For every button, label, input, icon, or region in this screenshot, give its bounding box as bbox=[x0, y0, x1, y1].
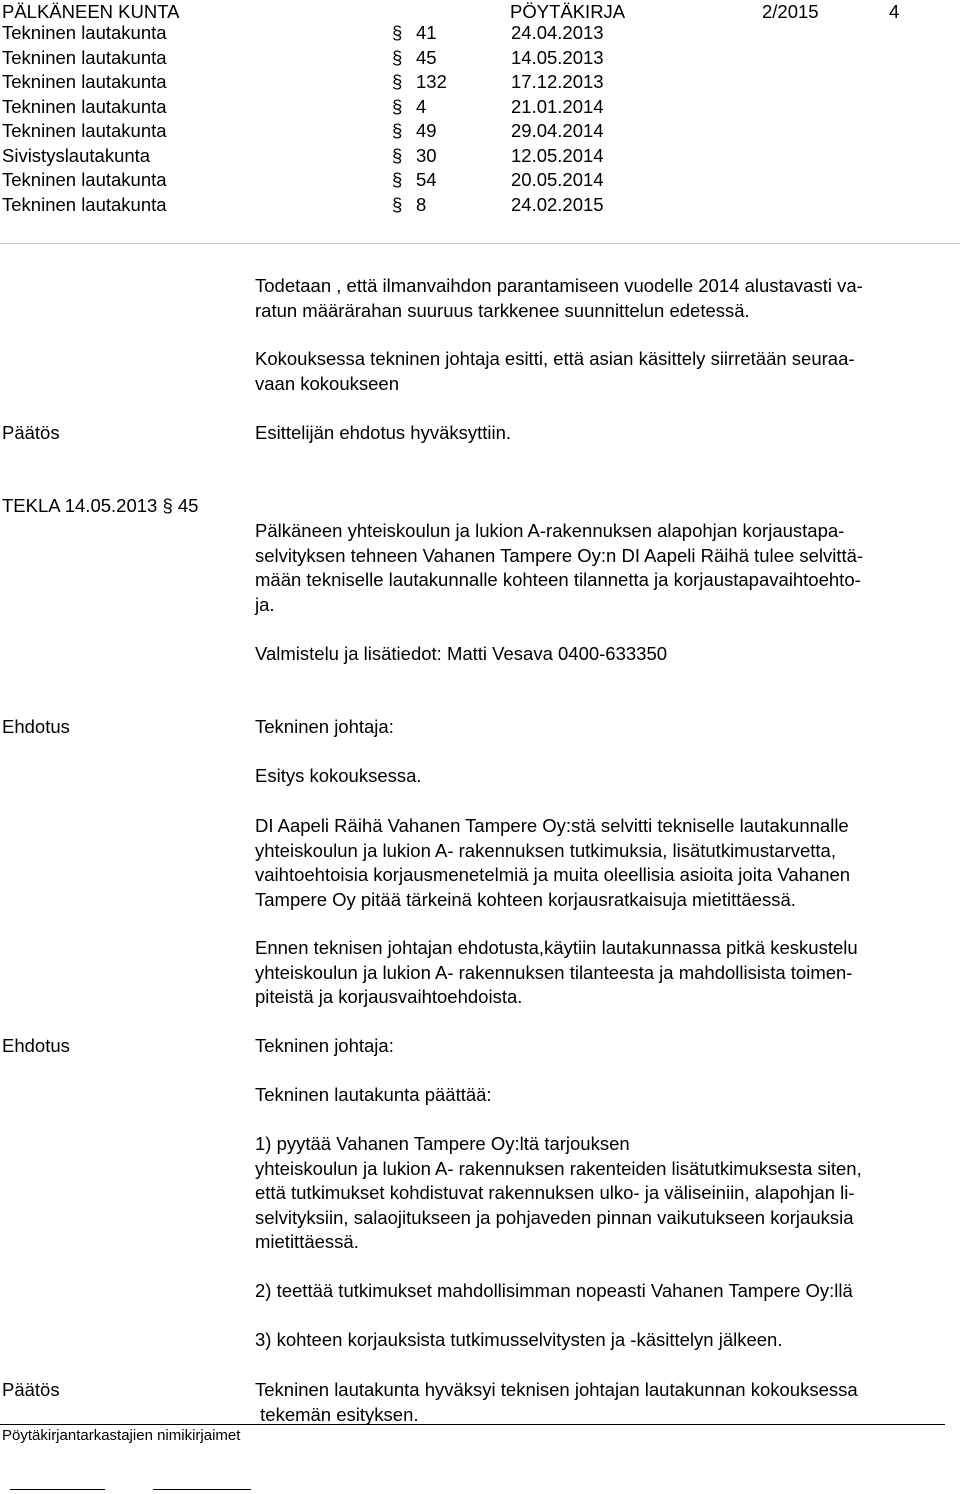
text-line: selvityksiin, salaojitukseen ja pohjaveden pinnan vaikutukseen korjauksia bbox=[255, 1206, 854, 1228]
history-row bbox=[2, 144, 702, 169]
history-org: Tekninen lautakunta bbox=[2, 120, 167, 141]
history-org: Tekninen lautakunta bbox=[2, 193, 167, 215]
footer-divider bbox=[0, 1424, 945, 1425]
text-line: Valmistelu ja lisätiedot: Matti Vesava 0400-633350 bbox=[255, 643, 668, 664]
decision-text bbox=[255, 421, 955, 446]
section-sign: § bbox=[392, 169, 403, 190]
text-line: Ennen teknisen johtajan ehdotusta,käytiin lautakunnassa pitkä keskustelu bbox=[255, 937, 858, 958]
text-line: mietittäessä. bbox=[255, 1231, 359, 1252]
signature-line bbox=[153, 1489, 251, 1490]
paragraph-valmistelu bbox=[255, 642, 955, 667]
text-line: vaan kokoukseen bbox=[255, 372, 399, 394]
meeting-reference: TEKLA 14.05.2013 § 45 bbox=[2, 495, 199, 516]
text-line: että tutkimukset kohdistuvat rakennuksen ulko- ja väliseiniin, alapohjan li- bbox=[255, 1182, 855, 1203]
text-line: mään tekniselle lautakunnalle kohteen tilannetta ja korjaustapavaihtoehto- bbox=[255, 569, 861, 590]
proposal-heading bbox=[255, 1034, 955, 1059]
paragraph-palkaneen bbox=[255, 519, 955, 617]
history-org: Tekninen lautakunta bbox=[2, 95, 167, 117]
paragraph-todetaan bbox=[255, 274, 955, 323]
history-row bbox=[2, 70, 702, 95]
history-row bbox=[2, 46, 702, 71]
section-sign: § bbox=[392, 144, 403, 166]
text-line: yhteiskoulun ja lukion A- rakennuksen tutkimuksia, lisätutkimustarvetta, bbox=[255, 839, 836, 861]
document-type: PÖYTÄKIRJA bbox=[510, 1, 626, 22]
history-org: Tekninen lautakunta bbox=[2, 71, 167, 92]
text-line: yhteiskoulun ja lukion A- rakennuksen tilanteesta ja mahdollisista toimen- bbox=[255, 961, 853, 983]
history-row bbox=[2, 21, 702, 46]
label-paatos: Päätös bbox=[2, 422, 60, 443]
history-org: Sivistyslautakunta bbox=[2, 144, 151, 166]
label-paatos: Päätös bbox=[2, 1379, 60, 1400]
history-row bbox=[2, 119, 702, 144]
history-date: 29.04.2014 bbox=[511, 120, 604, 141]
decision-text bbox=[255, 1378, 955, 1427]
proposal-text bbox=[255, 764, 955, 789]
section-sign: § bbox=[392, 46, 403, 68]
history-org: Tekninen lautakunta bbox=[2, 22, 167, 43]
signatures-label: Pöytäkirjantarkastajien nimikirjaimet bbox=[2, 1427, 241, 1444]
history-date: 14.05.2013 bbox=[511, 46, 604, 68]
text-line: selvityksen tehneen Vahanen Tampere Oy:n DI Aapeli Räihä tulee selvittä- bbox=[255, 544, 864, 566]
text-line: vaihtoehtoisia korjausmenetelmiä ja muita oleellisia asioita joita Vahanen bbox=[255, 864, 851, 885]
text-line: Pälkäneen yhteiskoulun ja lukion A-rakennuksen alapohjan korjaustapa- bbox=[255, 520, 845, 541]
history-section-number: 30 bbox=[416, 144, 437, 166]
text-line: yhteiskoulun ja lukion A- rakennuksen rakenteiden lisätutkimuksesta siten, bbox=[255, 1157, 862, 1179]
text-line: 1) pyytää Vahanen Tampere Oy:ltä tarjouksen bbox=[255, 1133, 630, 1154]
paragraph-ennen bbox=[255, 936, 955, 1010]
label-ehdotus: Ehdotus bbox=[2, 716, 70, 737]
text-line: Tampere Oy pitää tärkeinä kohteen korjausratkaisuja mietittäessä. bbox=[255, 888, 796, 910]
history-section-number: 49 bbox=[416, 120, 437, 141]
text-line: Tekninen johtaja: bbox=[255, 1035, 394, 1056]
section-sign: § bbox=[392, 95, 403, 117]
history-date: 12.05.2014 bbox=[511, 144, 604, 166]
text-line: Tekninen johtaja: bbox=[255, 716, 394, 737]
history-date: 24.02.2015 bbox=[511, 193, 604, 215]
history-date: 21.01.2014 bbox=[511, 95, 604, 117]
text-line: Tekninen lautakunta päättää: bbox=[255, 1084, 492, 1105]
paragraph-item-1 bbox=[255, 1132, 955, 1255]
text-line: ja. bbox=[255, 593, 275, 615]
history-org: Tekninen lautakunta bbox=[2, 46, 167, 68]
signature-line bbox=[10, 1489, 105, 1490]
text-line: ratun määrärahan suuruus tarkkenee suunnittelun edetessä. bbox=[255, 299, 750, 321]
paragraph-di-raiha bbox=[255, 814, 955, 912]
history-row bbox=[2, 95, 702, 120]
history-section-number: 54 bbox=[416, 169, 437, 190]
text-line: Kokouksessa tekninen johtaja esitti, että asian käsittely siirretään seuraa- bbox=[255, 348, 855, 369]
history-section-number: 4 bbox=[416, 95, 427, 117]
history-date: 20.05.2014 bbox=[511, 169, 604, 190]
text-line: Esittelijän ehdotus hyväksyttiin. bbox=[255, 422, 512, 443]
text-line: tekemän esityksen. bbox=[255, 1403, 419, 1425]
history-row bbox=[2, 193, 702, 218]
history-date: 17.12.2013 bbox=[511, 71, 604, 92]
history-row bbox=[2, 168, 702, 193]
text-line: piteistä ja korjausvaihtoehdoista. bbox=[255, 986, 523, 1007]
history-date: 24.04.2013 bbox=[511, 22, 604, 43]
section-sign: § bbox=[392, 71, 403, 92]
divider bbox=[0, 243, 960, 244]
section-sign: § bbox=[392, 120, 403, 141]
paragraph-item-2 bbox=[255, 1279, 955, 1304]
proposal-heading bbox=[255, 715, 955, 740]
document-number: 2/2015 bbox=[762, 1, 819, 22]
paragraph-kokouksessa bbox=[255, 347, 955, 396]
history-org: Tekninen lautakunta bbox=[2, 169, 167, 190]
text-line: DI Aapeli Räihä Vahanen Tampere Oy:stä selvitti tekniselle lautakunnalle bbox=[255, 815, 849, 836]
text-line: Tekninen lautakunta hyväksyi teknisen johtajan lautakunnan kokouksessa bbox=[255, 1379, 858, 1400]
history-section-number: 132 bbox=[416, 71, 447, 92]
text-line: Esitys kokouksessa. bbox=[255, 765, 422, 786]
history-section-number: 45 bbox=[416, 46, 437, 68]
paragraph-item-3 bbox=[255, 1328, 955, 1353]
text-line: 3) kohteen korjauksista tutkimusselvitysten ja -käsittelyn jälkeen. bbox=[255, 1329, 783, 1350]
paragraph-paattaa bbox=[255, 1083, 955, 1108]
page-number: 4 bbox=[889, 1, 900, 22]
history-section-number: 41 bbox=[416, 22, 437, 43]
municipality-name: PÄLKÄNEEN KUNTA bbox=[2, 1, 180, 22]
history-section-number: 8 bbox=[416, 193, 427, 215]
label-ehdotus: Ehdotus bbox=[2, 1035, 70, 1056]
text-line: 2) teettää tutkimukset mahdollisimman nopeasti Vahanen Tampere Oy:llä bbox=[255, 1280, 853, 1301]
section-sign: § bbox=[392, 22, 403, 43]
section-sign: § bbox=[392, 193, 403, 215]
text-line: Todetaan , että ilmanvaihdon parantamiseen vuodelle 2014 alustavasti va- bbox=[255, 275, 863, 296]
